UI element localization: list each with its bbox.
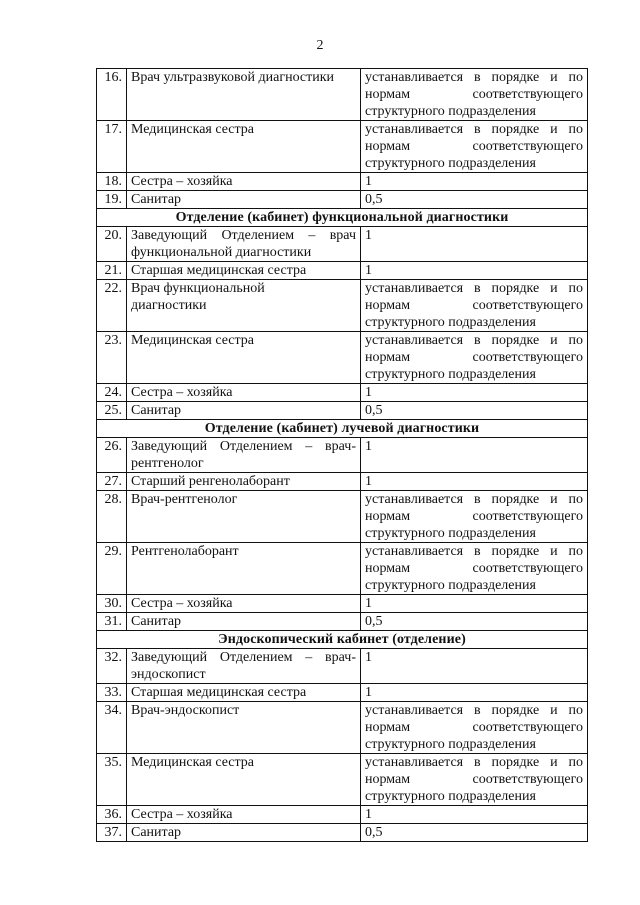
staffing-norm-line: нормам соответствующего: [365, 350, 583, 365]
position-title: Медицинская сестра: [127, 754, 361, 806]
position-title: Старшая медицинская сестра: [127, 262, 361, 280]
staffing-norm-line: устанавливается в порядке и по: [365, 122, 583, 137]
table-row: [97, 684, 588, 702]
position-title: [127, 649, 361, 684]
table-row: [97, 69, 588, 121]
staffing-norm-line: нормам соответствующего: [365, 509, 583, 524]
row-number: 22.: [97, 280, 127, 332]
position-title: Врач ультразвуковой диагностики: [127, 69, 361, 121]
row-number: 28.: [97, 491, 127, 543]
staffing-norm: 0,5: [361, 191, 588, 209]
row-number: 30.: [97, 595, 127, 613]
staffing-norm: 0,5: [361, 824, 588, 842]
position-title: Старшая медицинская сестра: [127, 684, 361, 702]
table-row: [97, 473, 588, 491]
section-title: Отделение (кабинет) функциональной диагностики: [97, 209, 588, 227]
position-title-line: Заведующий Отделением – врач-: [131, 439, 356, 454]
staffing-norm-line: устанавливается в порядке и по: [365, 333, 583, 348]
position-title: Врач-рентгенолог: [127, 491, 361, 543]
table-row: [97, 121, 588, 173]
staffing-norm: [361, 754, 588, 806]
row-number: 37.: [97, 824, 127, 842]
table-row: [97, 227, 588, 262]
position-title: Сестра – хозяйка: [127, 384, 361, 402]
row-number: 20.: [97, 227, 127, 262]
staffing-norm: [361, 543, 588, 595]
table-row: [97, 595, 588, 613]
staffing-norm: [361, 702, 588, 754]
row-number: 36.: [97, 806, 127, 824]
table-row: [97, 754, 588, 806]
position-title: Старший ренгенолаборант: [127, 473, 361, 491]
staffing-norm-line: устанавливается в порядке и по: [365, 544, 583, 559]
staffing-norm: 1: [361, 806, 588, 824]
staffing-norm-line: нормам соответствующего: [365, 298, 583, 313]
position-title-line: Заведующий Отделением – врач: [131, 228, 356, 243]
staffing-table: [96, 68, 588, 842]
staffing-norm: 1: [361, 384, 588, 402]
row-number: 32.: [97, 649, 127, 684]
page-number: 2: [316, 38, 324, 53]
table-row: [97, 173, 588, 191]
section-header-row: [97, 631, 588, 649]
row-number: 17.: [97, 121, 127, 173]
position-title: Санитар: [127, 824, 361, 842]
row-number: 19.: [97, 191, 127, 209]
row-number: 23.: [97, 332, 127, 384]
staffing-norm-line: структурного подразделения: [365, 526, 536, 541]
table-row: [97, 384, 588, 402]
position-title: Санитар: [127, 613, 361, 631]
staffing-norm: 0,5: [361, 613, 588, 631]
row-number: 29.: [97, 543, 127, 595]
table-row: [97, 543, 588, 595]
row-number: 18.: [97, 173, 127, 191]
position-title-line: функциональной диагностики: [131, 245, 312, 260]
staffing-norm-line: нормам соответствующего: [365, 87, 583, 102]
position-title-line: Заведующий Отделением – врач-: [131, 650, 356, 665]
staffing-norm-line: структурного подразделения: [365, 737, 536, 752]
table-row: [97, 280, 588, 332]
staffing-norm: 1: [361, 173, 588, 191]
staffing-norm-line: структурного подразделения: [365, 789, 536, 804]
staffing-norm-line: нормам соответствующего: [365, 720, 583, 735]
table-row: [97, 402, 588, 420]
staffing-norm: [361, 332, 588, 384]
table-row: [97, 262, 588, 280]
position-title: Сестра – хозяйка: [127, 595, 361, 613]
table-row: [97, 702, 588, 754]
staffing-norm-line: структурного подразделения: [365, 367, 536, 382]
table-row: [97, 491, 588, 543]
staffing-norm: 1: [361, 684, 588, 702]
position-title: Сестра – хозяйка: [127, 173, 361, 191]
section-header-row: [97, 209, 588, 227]
staffing-norm: 1: [361, 473, 588, 491]
position-title: Медицинская сестра: [127, 332, 361, 384]
table-row: [97, 824, 588, 842]
staffing-norm: 1: [361, 595, 588, 613]
staffing-norm-line: устанавливается в порядке и по: [365, 703, 583, 718]
staffing-norm: [361, 121, 588, 173]
staffing-norm-line: устанавливается в порядке и по: [365, 492, 583, 507]
staffing-norm-line: структурного подразделения: [365, 315, 536, 330]
staffing-norm: [361, 69, 588, 121]
position-title-line: эндоскопист: [131, 667, 206, 682]
staffing-norm: 1: [361, 438, 588, 473]
row-number: 34.: [97, 702, 127, 754]
staffing-norm-line: структурного подразделения: [365, 104, 536, 119]
position-title: Санитар: [127, 402, 361, 420]
row-number: 27.: [97, 473, 127, 491]
staffing-norm: 0,5: [361, 402, 588, 420]
row-number: 25.: [97, 402, 127, 420]
staffing-norm: [361, 280, 588, 332]
staffing-norm-line: устанавливается в порядке и по: [365, 70, 583, 85]
position-title-line: диагностики: [131, 298, 207, 313]
table-row: [97, 613, 588, 631]
table-row: [97, 438, 588, 473]
staffing-norm-line: устанавливается в порядке и по: [365, 755, 583, 770]
position-title: [127, 227, 361, 262]
row-number: 16.: [97, 69, 127, 121]
section-title: Эндоскопический кабинет (отделение): [97, 631, 588, 649]
table-row: [97, 332, 588, 384]
position-title: Санитар: [127, 191, 361, 209]
position-title: Рентгенолаборант: [127, 543, 361, 595]
table-row: [97, 806, 588, 824]
staffing-norm-line: нормам соответствующего: [365, 772, 583, 787]
position-title: [127, 438, 361, 473]
table-row: [97, 649, 588, 684]
staffing-norm-line: нормам соответствующего: [365, 561, 583, 576]
row-number: 33.: [97, 684, 127, 702]
section-header-row: [97, 420, 588, 438]
row-number: 24.: [97, 384, 127, 402]
row-number: 31.: [97, 613, 127, 631]
staffing-table-body: [97, 69, 588, 842]
row-number: 35.: [97, 754, 127, 806]
staffing-norm-line: структурного подразделения: [365, 578, 536, 593]
staffing-norm: 1: [361, 262, 588, 280]
table-row: [97, 191, 588, 209]
position-title-line: Врач функциональной: [131, 281, 265, 296]
position-title: Сестра – хозяйка: [127, 806, 361, 824]
position-title: Врач-эндоскопист: [127, 702, 361, 754]
staffing-norm-line: структурного подразделения: [365, 156, 536, 171]
section-title: Отделение (кабинет) лучевой диагностики: [97, 420, 588, 438]
staffing-norm-line: устанавливается в порядке и по: [365, 281, 583, 296]
position-title-line: рентгенолог: [131, 456, 204, 471]
staffing-norm: [361, 491, 588, 543]
staffing-norm: 1: [361, 227, 588, 262]
staffing-norm: 1: [361, 649, 588, 684]
row-number: 26.: [97, 438, 127, 473]
row-number: 21.: [97, 262, 127, 280]
staffing-norm-line: нормам соответствующего: [365, 139, 583, 154]
position-title: [127, 280, 361, 332]
position-title: Медицинская сестра: [127, 121, 361, 173]
